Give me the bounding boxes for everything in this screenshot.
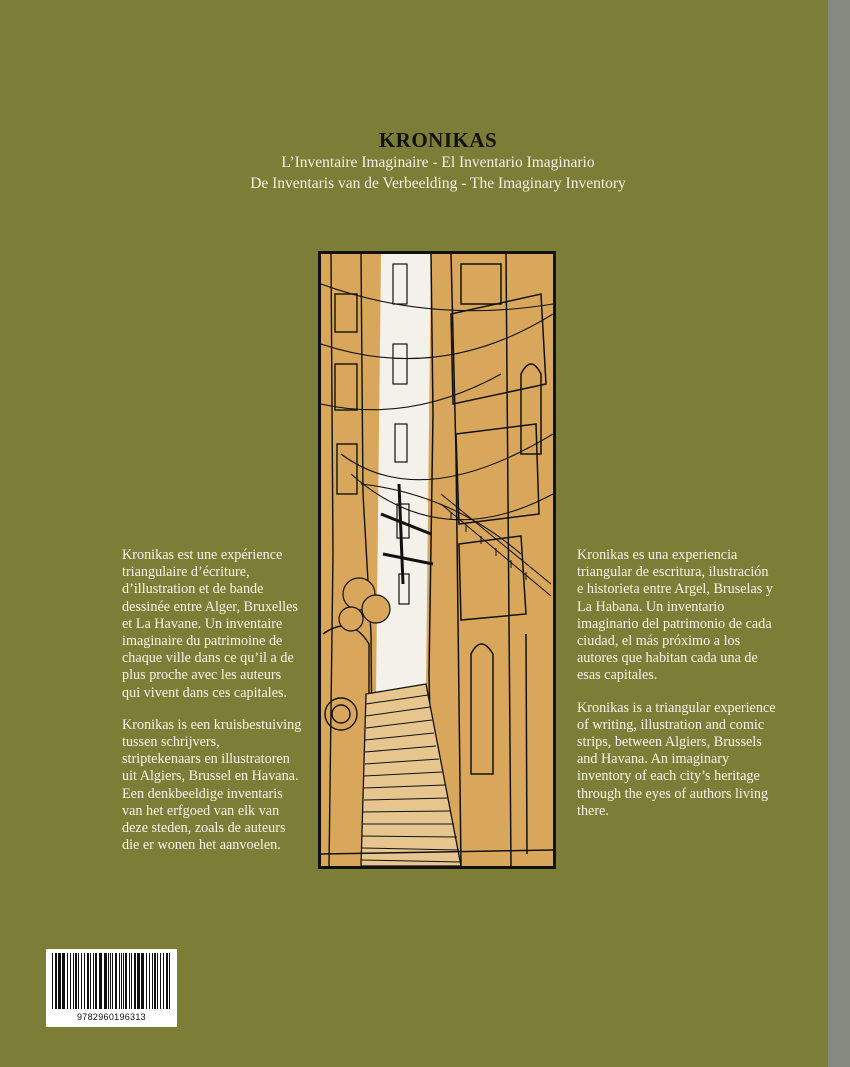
right-text-column <box>577 547 777 835</box>
isbn-number: 9782960196313 <box>77 1012 146 1022</box>
book-title: KRONIKAS <box>378 128 498 152</box>
street-stairs-illustration <box>318 251 556 869</box>
left-text-column <box>122 547 302 869</box>
book-spine-edge <box>828 0 850 1067</box>
isbn-barcode <box>46 949 177 1027</box>
english-paragraph: Kronikas is a triangular experience of writing, illustration and comic strips, between Algiers, Brussels and Havana. An imaginary inventory of each city’s heritage through the eyes of authors living there. <box>577 699 776 819</box>
spanish-paragraph: Kronikas es una experiencia triangular de escritura, ilustración e historieta entre Argel, Bruselas y La Habana. Un inventario imaginario del patrimonio de cada ciudad, el más próximo a los autores que habitan cada una de esas capitales. <box>577 547 773 684</box>
french-paragraph: Kronikas est une expérience triangulaire d’écriture, d’illustration et de bande dessinée entre Alger, Bruxelles et La Havane. Un inventaire imaginaire du patrimoine de chaque ville dans ce qu’il a de plus proche avec les auteurs qui vivent dans ces capitales. <box>122 547 298 701</box>
title-block <box>240 128 636 194</box>
subtitle-line-2: De Inventaris van de Verbeelding - The Imaginary Inventory <box>250 175 626 192</box>
subtitle-line-1: L’Inventaire Imaginaire - El Inventario Imaginario <box>281 154 595 171</box>
dutch-paragraph: Kronikas is een kruisbestuiving tussen schrijvers, striptekenaars en illustratoren uit Algiers, Brussel en Havana. Een denkbeeldige inventaris van het erfgoed van elk van deze steden, zoals de auteurs die er wonen het aanvoelen. <box>122 716 302 854</box>
barcode-bars <box>50 953 173 1009</box>
